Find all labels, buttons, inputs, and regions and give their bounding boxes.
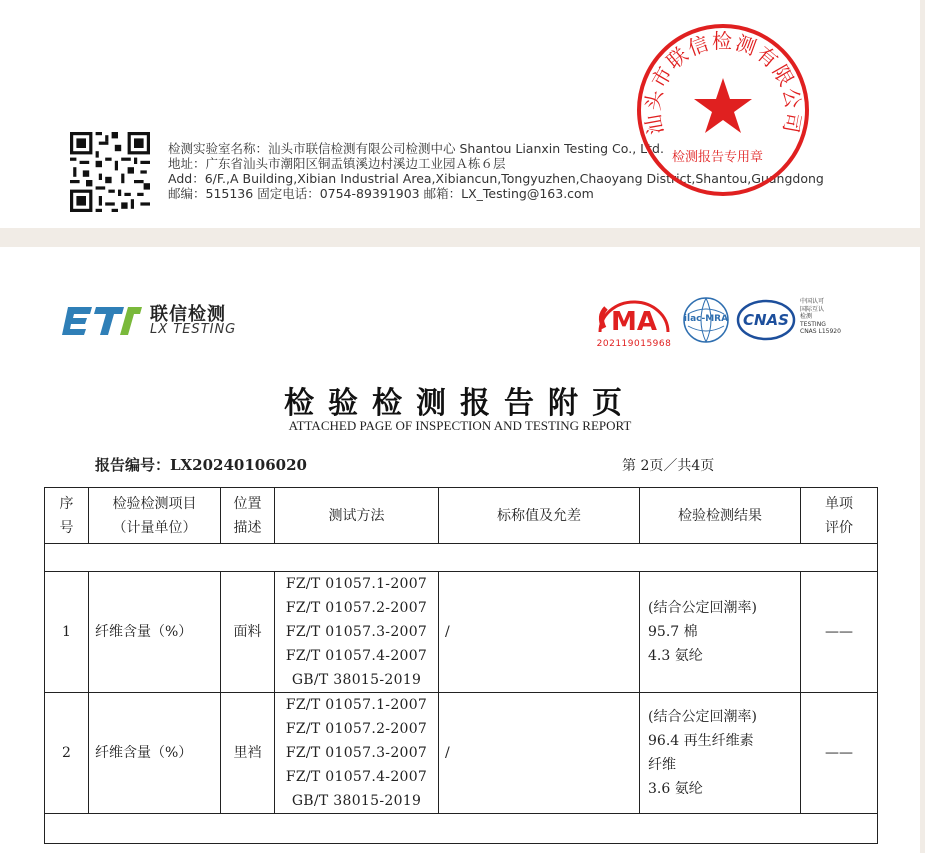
header-eval: 单项 评价 [801, 488, 878, 544]
svg-text:汕头市联信检测有限公司: 汕头市联信检测有限公司 [640, 29, 806, 137]
row-position: 里裆 [221, 693, 275, 814]
row-nominal: / [439, 693, 640, 814]
row-eval: —— [801, 693, 878, 814]
table-row [45, 572, 878, 693]
header-nominal: 标称值及允差 [439, 488, 640, 544]
header-seq: 序 号 [45, 488, 89, 544]
header-result: 检验检测结果 [640, 488, 801, 544]
qr-code-icon [70, 132, 150, 212]
spacer-row [45, 814, 878, 844]
header-method: 测试方法 [275, 488, 439, 544]
report-title-cn: 检验检测报告附页 [284, 386, 636, 421]
svg-text:MA: MA [611, 307, 657, 337]
address-en: Add：6/F.,A Building,Xibian Industrial Area,Xibiancun,Tongyuzhen,Chaoyang District,Shantou,Guangdong [168, 171, 824, 186]
logo-cn-text: 联信检测 [150, 304, 226, 325]
ilac-label: ilac-MRA [683, 314, 729, 324]
address-cn: 地址：广东省汕头市潮阳区铜盂镇溪边村溪边工业园Ａ栋６层 [168, 156, 506, 171]
row-results: (结合公定回潮率) 95.7 棉 4.3 氨纶 [640, 572, 801, 693]
header-position: 位置 描述 [221, 488, 275, 544]
report-number: 报告编号：LX20240106020 [95, 456, 307, 474]
row-item: 纤维含量（%） [89, 572, 221, 693]
previous-page-footer [0, 0, 920, 228]
row-methods: FZ/T 01057.1-2007 FZ/T 01057.2-2007 FZ/T 01057.3-2007 FZ/T 01057.4-2007 GB/T 38015-2019 [275, 693, 439, 814]
row-methods: FZ/T 01057.1-2007 FZ/T 01057.2-2007 FZ/T 01057.3-2007 FZ/T 01057.4-2007 GB/T 38015-2019 [275, 572, 439, 693]
seal-center-text: 检测报告专用章 [672, 150, 764, 165]
official-seal-icon [633, 20, 813, 200]
logo-en-text: LX TESTING [150, 322, 237, 337]
spacer-row [45, 544, 878, 572]
table-header-row [45, 488, 878, 544]
header-item: 检验检测项目 （计量单位） [89, 488, 221, 544]
table-row [45, 693, 878, 814]
row-results: (结合公定回潮率) 96.4 再生纤维素 纤维 3.6 氨纶 [640, 693, 801, 814]
cnas-label: CNAS [743, 311, 789, 329]
postal-phone-email: 邮编：515136 固定电话：0754-89391903 邮箱：LX_Testing@163.com [168, 186, 594, 201]
row-seq: 1 [45, 572, 89, 693]
page-number: 第 2页／共4页 [622, 458, 715, 474]
lab-name: 检测实验室名称：汕头市联信检测有限公司检测中心 Shantou Lianxin Testing Co., Ltd. [168, 141, 664, 156]
cma-number: 202119015968 [596, 339, 672, 349]
row-seq: 2 [45, 693, 89, 814]
cnas-note: 中国认可 国际互认 检测 TESTING CNAS L15920 [800, 298, 841, 335]
row-nominal: / [439, 572, 640, 693]
row-item: 纤维含量（%） [89, 693, 221, 814]
row-position: 面料 [221, 572, 275, 693]
report-title-en: ATTACHED PAGE OF INSPECTION AND TESTING REPORT [288, 418, 632, 433]
lx-testing-logo-icon [62, 303, 144, 339]
row-eval: —— [801, 572, 878, 693]
results-table [44, 487, 878, 844]
